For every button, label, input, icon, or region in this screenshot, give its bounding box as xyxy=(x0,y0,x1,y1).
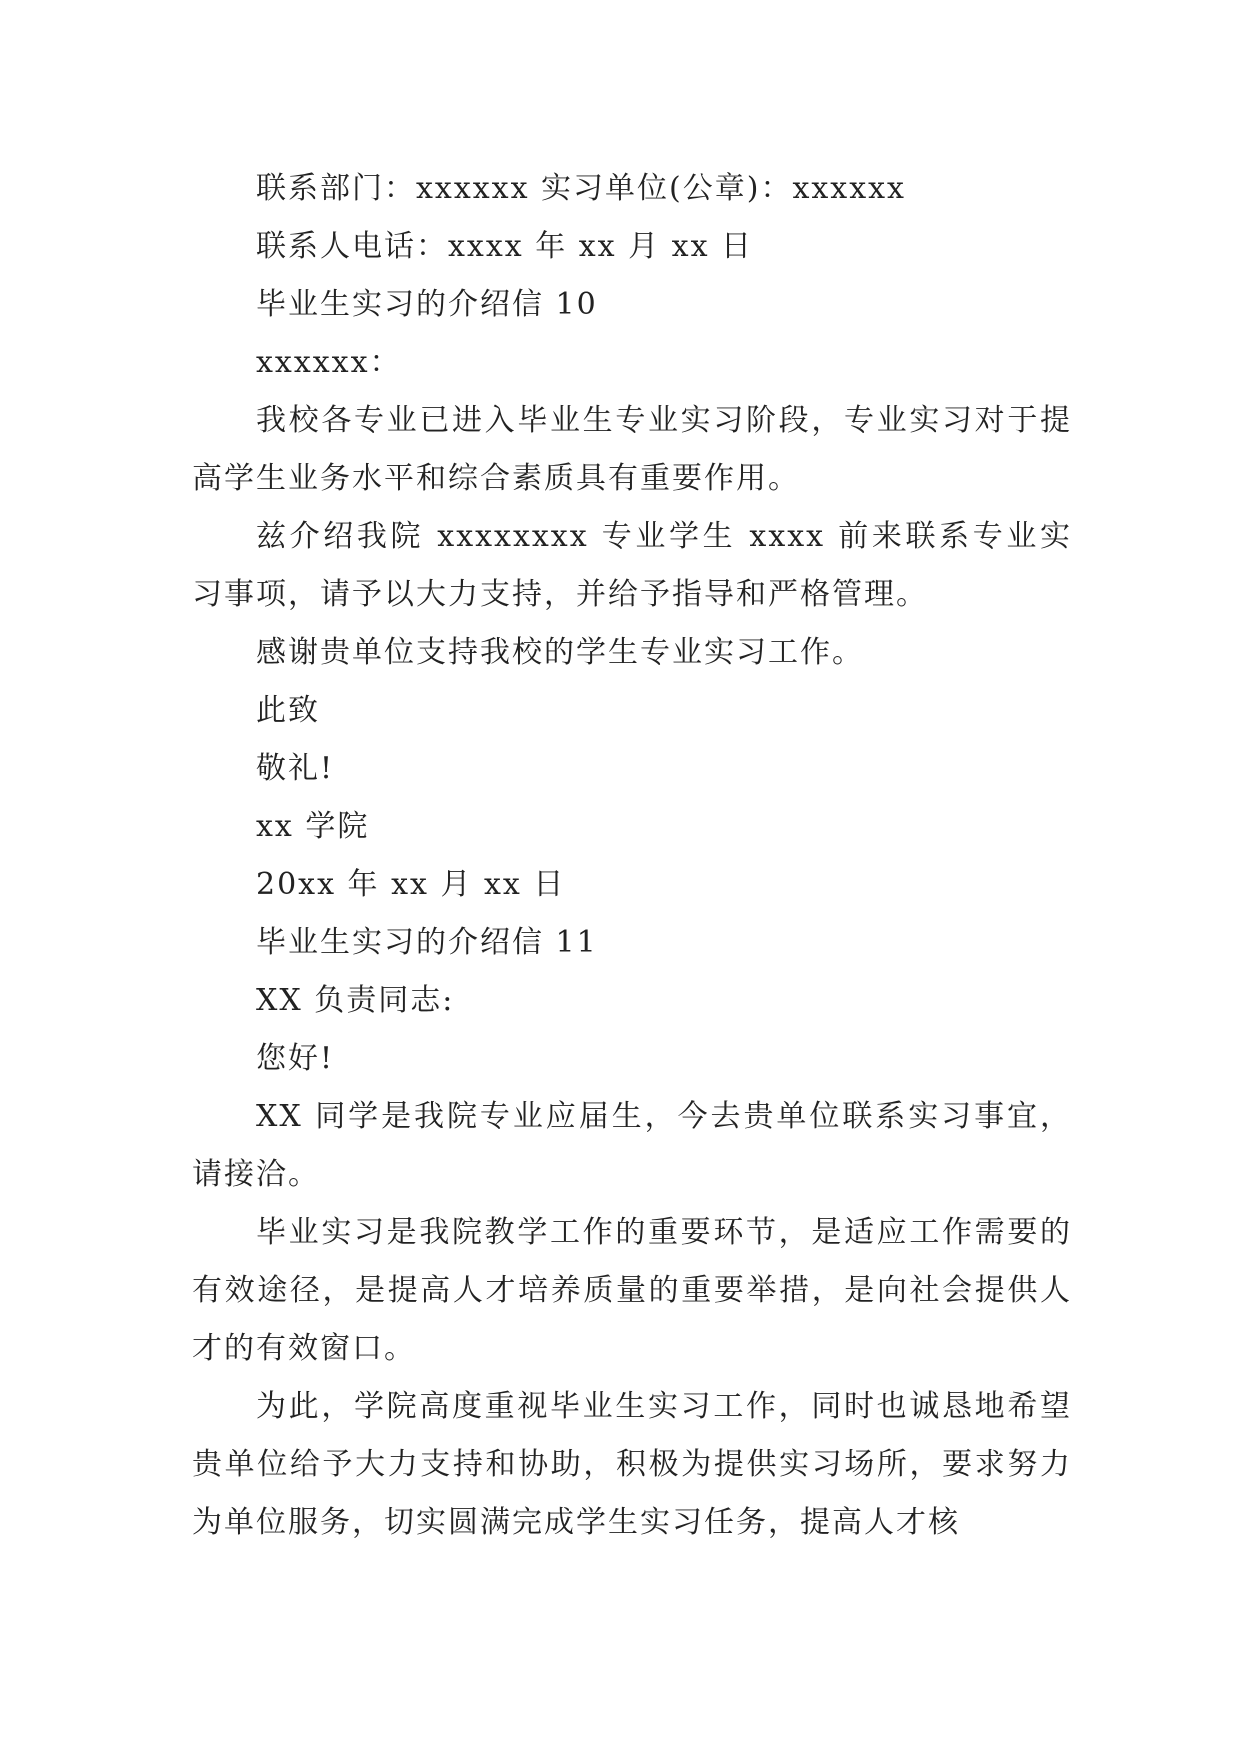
signature-date: 20xx 年 xx 月 xx 日 xyxy=(256,867,566,902)
letter-11-heading: 毕业生实习的介绍信 11 xyxy=(256,925,598,960)
letter-11-salutation: XX 负责同志: xyxy=(256,983,455,1018)
closing-jingli: 敬礼! xyxy=(256,751,335,786)
letter-10-paragraph-2: 兹介绍我院 xxxxxxxx 专业学生 xxxx 前来联系专业实习事项，请予以大力支持，并给予指导和严格管理。 xyxy=(192,519,1072,612)
letter-11-greeting: 您好! xyxy=(256,1041,335,1076)
letter-10-salutation: xxxxxx： xyxy=(256,345,402,380)
letter-11-paragraph-3: 为此，学院高度重视毕业生实习工作，同时也诚恳地希望贵单位给予大力支持和协助，积极为提供实习场所，要求努力为单位服务，切实圆满完成学生实习任务，提高人才核 xyxy=(192,1389,1072,1540)
document-body xyxy=(192,160,1072,1552)
closing-cizhi: 此致 xyxy=(256,693,320,728)
letter-10-paragraph-1: 我校各专业已进入毕业生专业实习阶段，专业实习对于提高学生业务水平和综合素质具有重要作用。 xyxy=(192,403,1072,496)
letter-10-paragraph-3: 感谢贵单位支持我校的学生专业实习工作。 xyxy=(256,635,864,670)
letter-11-paragraph-1: XX 同学是我院专业应届生，今去贵单位联系实习事宜，请接洽。 xyxy=(192,1099,1072,1192)
contact-department-line: 联系部门：xxxxxx 实习单位(公章)：xxxxxx xyxy=(256,171,906,206)
letter-11-paragraph-2: 毕业实习是我院教学工作的重要环节，是适应工作需要的有效途径，是提高人才培养质量的重要举措，是向社会提供人才的有效窗口。 xyxy=(192,1215,1072,1366)
contact-phone-line: 联系人电话：xxxx 年 xx 月 xx 日 xyxy=(256,229,754,264)
letter-10-heading: 毕业生实习的介绍信 10 xyxy=(256,287,598,322)
signature-college: xx 学院 xyxy=(256,809,370,844)
